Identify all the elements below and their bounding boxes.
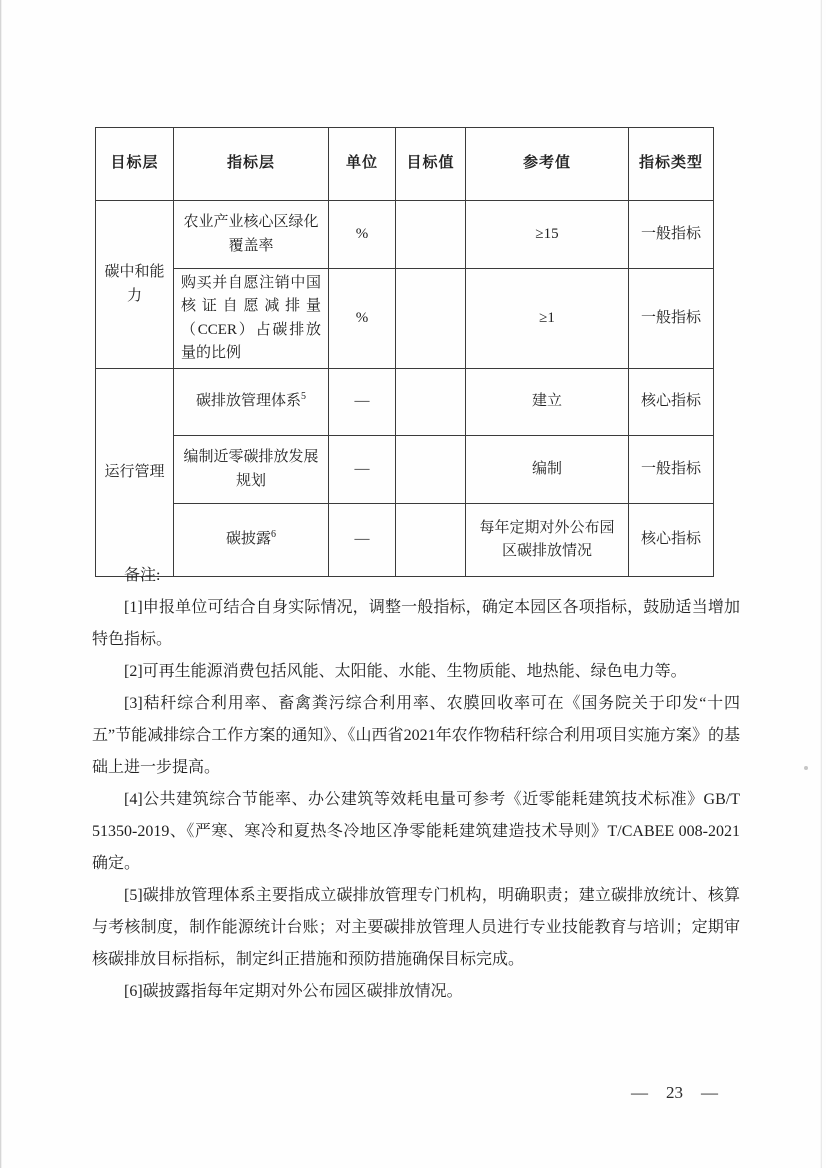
footnote-marker: 5	[301, 391, 306, 403]
target-layer-cell-operation-management: 运行管理	[96, 369, 174, 577]
unit-cell: %	[329, 269, 396, 369]
indicator-cell: 农业产业核心区绿化覆盖率	[174, 201, 329, 269]
target-value-cell	[396, 436, 466, 504]
header-target-layer: 目标层	[96, 128, 174, 201]
note-item-3: [3]秸秆综合利用率、畜禽粪污综合利用率、农膜回收率可在《国务院关于印发“十四五”节能减排综合工作方案的通知》、《山西省2021年农作物秸秆综合利用项目实施方案》的基础上进一步提高。	[92, 695, 740, 776]
header-target-value: 目标值	[396, 128, 466, 201]
indicator-cell: 编制近零碳排放发展规划	[174, 436, 329, 504]
note-item-1: [1]申报单位可结合自身实际情况，调整一般指标，确定本园区各项指标，鼓励适当增加特色指标。	[92, 599, 740, 648]
scan-artifact	[804, 766, 808, 770]
footer-left-dash: —	[631, 1083, 648, 1102]
reference-value-cell: ≥1	[466, 269, 629, 369]
indicator-cell	[174, 369, 329, 436]
target-layer-cell-carbon-neutrality: 碳中和能力	[96, 201, 174, 369]
indicator-type-cell: 一般指标	[629, 436, 714, 504]
reference-value-cell: 编制	[466, 436, 629, 504]
header-indicator-layer: 指标层	[174, 128, 329, 201]
indicator-type-cell: 一般指标	[629, 269, 714, 369]
indicator-type-cell: 核心指标	[629, 369, 714, 436]
page-number: 23	[666, 1083, 683, 1102]
footer-right-dash: —	[701, 1083, 718, 1102]
table-row	[96, 369, 714, 436]
target-value-cell	[396, 369, 466, 436]
indicator-table	[95, 127, 714, 577]
footnote-marker: 6	[271, 529, 276, 541]
unit-cell: —	[329, 504, 396, 577]
table-row	[96, 436, 714, 504]
notes-section	[92, 560, 740, 1008]
indicator-type-cell: 核心指标	[629, 504, 714, 577]
note-item-2: [2]可再生能源消费包括风能、太阳能、水能、生物质能、地热能、绿色电力等。	[124, 663, 687, 680]
target-value-cell	[396, 269, 466, 369]
unit-cell: %	[329, 201, 396, 269]
reference-value-cell: ≥15	[466, 201, 629, 269]
notes-title: 备注:	[124, 567, 161, 584]
indicator-cell: 购买并自愿注销中国核证自愿减排量（CCER）占碳排放量的比例	[174, 269, 329, 369]
table-header-row	[96, 128, 714, 201]
note-item-4: [4]公共建筑综合节能率、办公建筑等效耗电量可参考《近零能耗建筑技术标准》GB/T 51350-2019、《严寒、寒冷和夏热冬冷地区净零能耗建筑建造技术导则》T/CABEE 008-2021确定。	[92, 791, 740, 872]
header-indicator-type: 指标类型	[629, 128, 714, 201]
note-item-5: [5]碳排放管理体系主要指成立碳排放管理专门机构，明确职责；建立碳排放统计、核算与考核制度，制作能源统计台账；对主要碳排放管理人员进行专业技能教育与培训；定期审核碳排放目标指标，制定纠正措施和预防措施确保目标完成。	[92, 887, 740, 968]
indicator-text: 碳排放管理体系	[195, 393, 301, 410]
page-footer	[631, 1083, 718, 1103]
indicator-text: 碳披露	[225, 531, 271, 548]
table-row	[96, 201, 714, 269]
target-value-cell	[396, 201, 466, 269]
table-row	[96, 269, 714, 369]
header-unit: 单位	[329, 128, 396, 201]
note-item-6: [6]碳披露指每年定期对外公布园区碳排放情况。	[124, 983, 463, 1000]
unit-cell: —	[329, 436, 396, 504]
header-reference-value: 参考值	[466, 128, 629, 201]
reference-value-cell: 建立	[466, 369, 629, 436]
indicator-type-cell: 一般指标	[629, 201, 714, 269]
unit-cell: —	[329, 369, 396, 436]
reference-value-cell: 每年定期对外公布园区碳排放情况	[466, 504, 629, 577]
